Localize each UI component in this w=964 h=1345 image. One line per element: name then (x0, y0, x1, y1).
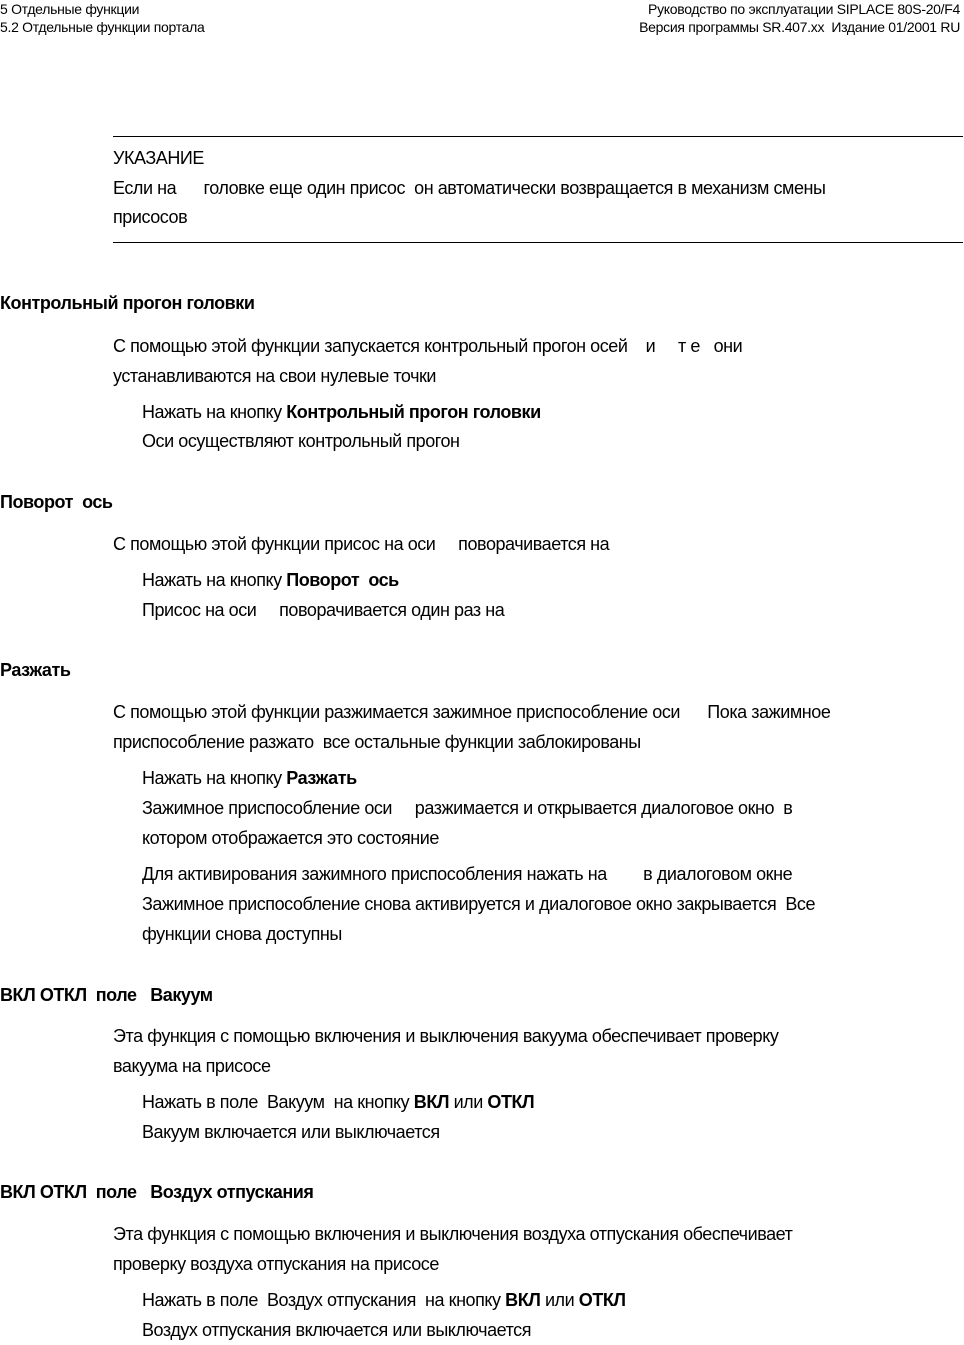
text-run: С помощью этой функции присос на оси поворачивается на (113, 534, 610, 554)
note-text-line: присосов (113, 207, 188, 227)
step-line (142, 919, 342, 949)
paragraph-line (113, 361, 436, 391)
step-line (142, 565, 399, 595)
note-text-line: Если на головке еще один присос он автоматически возвращается в механизм смены (113, 178, 826, 198)
note-title: УКАЗАНИЕ (113, 148, 204, 168)
button-name-reference: Разжать (286, 768, 357, 788)
text-run: устанавливаются на свои нулевые точки (113, 366, 437, 386)
text-run: Нажать в поле Воздух отпускания на кнопку (142, 1290, 506, 1310)
text-run: Нажать на кнопку (142, 402, 287, 422)
text-run: проверку воздуха отпускания на присосе (113, 1254, 439, 1274)
paragraph-line (113, 529, 609, 559)
section-heading (0, 980, 213, 1010)
button-name-reference: ВКЛ (413, 1092, 450, 1112)
text-run: функции снова доступны (142, 924, 342, 944)
text-run: Воздух отпускания включается или выключается (142, 1320, 532, 1340)
text-run: Зажимное приспособление снова активируется и диалоговое окно закрывается Все (142, 894, 816, 914)
text-run: Поворот ось (0, 492, 113, 512)
header-manual-title: Руководство по эксплуатации SIPLACE 80S-20/F4 (648, 1, 960, 17)
text-run: Вакуум включается или выключается (142, 1122, 440, 1142)
text-run: Эта функция с помощью включения и выключения воздуха отпускания обеспечивает (113, 1224, 793, 1244)
step-line (142, 889, 815, 919)
text-run: приспособление разжато все остальные функции заблокированы (113, 732, 641, 752)
text-run: Нажать в поле Вакуум на кнопку (142, 1092, 414, 1112)
button-name-reference: Контрольный прогон головки (286, 402, 541, 422)
paragraph-line (113, 727, 641, 757)
button-name-reference: ВКЛ (505, 1290, 541, 1310)
paragraph-line (113, 697, 830, 727)
header-section: 5.2 Отдельные функции портала (0, 19, 205, 35)
note-bottom-rule (113, 242, 963, 243)
step-line (142, 1285, 626, 1315)
text-run: котором отображается это состояние (142, 828, 439, 848)
text-run: или (449, 1092, 488, 1112)
text-run: С помощью этой функции запускается контрольный прогон осей и т е они (113, 336, 743, 356)
step-line (142, 823, 439, 853)
text-run: Контрольный прогон головки (0, 293, 255, 313)
paragraph-line (113, 1021, 778, 1051)
text-run: вакуума на присосе (113, 1056, 271, 1076)
paragraph-line (113, 1249, 439, 1279)
step-line (142, 1117, 440, 1147)
text-run: Присос на оси поворачивается один раз на (142, 600, 505, 620)
note-top-rule (113, 136, 963, 137)
header-chapter: 5 Отдельные функции (0, 1, 140, 17)
paragraph-line (113, 1051, 271, 1081)
text-run: Оси осуществляют контрольный прогон (142, 431, 460, 451)
paragraph-line (113, 331, 742, 361)
section-heading (0, 1177, 313, 1207)
step-line (142, 1087, 534, 1117)
text-run: ВКЛ ОТКЛ поле Воздух отпускания (0, 1182, 314, 1202)
button-name-reference: ОТКЛ (487, 1092, 535, 1112)
text-run: Нажать на кнопку (142, 768, 287, 788)
step-line (142, 859, 792, 889)
header-version: Версия программы SR.407.xx Издание 01/2001 RU (639, 19, 960, 35)
step-line (142, 397, 541, 427)
text-run: Нажать на кнопку (142, 570, 287, 590)
text-run: Разжать (0, 660, 71, 680)
button-name-reference: ОТКЛ (578, 1290, 626, 1310)
text-run: или (540, 1290, 579, 1310)
paragraph-line (113, 1219, 792, 1249)
step-line (142, 793, 792, 823)
text-run: Для активирования зажимного приспособления нажать на в диалоговом окне (142, 864, 793, 884)
step-line (142, 595, 504, 625)
text-run: С помощью этой функции разжимается зажимное приспособление оси Пока зажимное (113, 702, 831, 722)
button-name-reference: Поворот ось (286, 570, 399, 590)
text-run: Зажимное приспособление оси разжимается и открывается диалоговое окно в (142, 798, 793, 818)
section-heading (0, 655, 70, 685)
section-heading (0, 487, 113, 517)
text-run: ВКЛ ОТКЛ поле Вакуум (0, 985, 213, 1005)
step-line (142, 763, 357, 793)
text-run: Эта функция с помощью включения и выключения вакуума обеспечивает проверку (113, 1026, 779, 1046)
step-line (142, 426, 460, 456)
section-heading (0, 288, 254, 318)
